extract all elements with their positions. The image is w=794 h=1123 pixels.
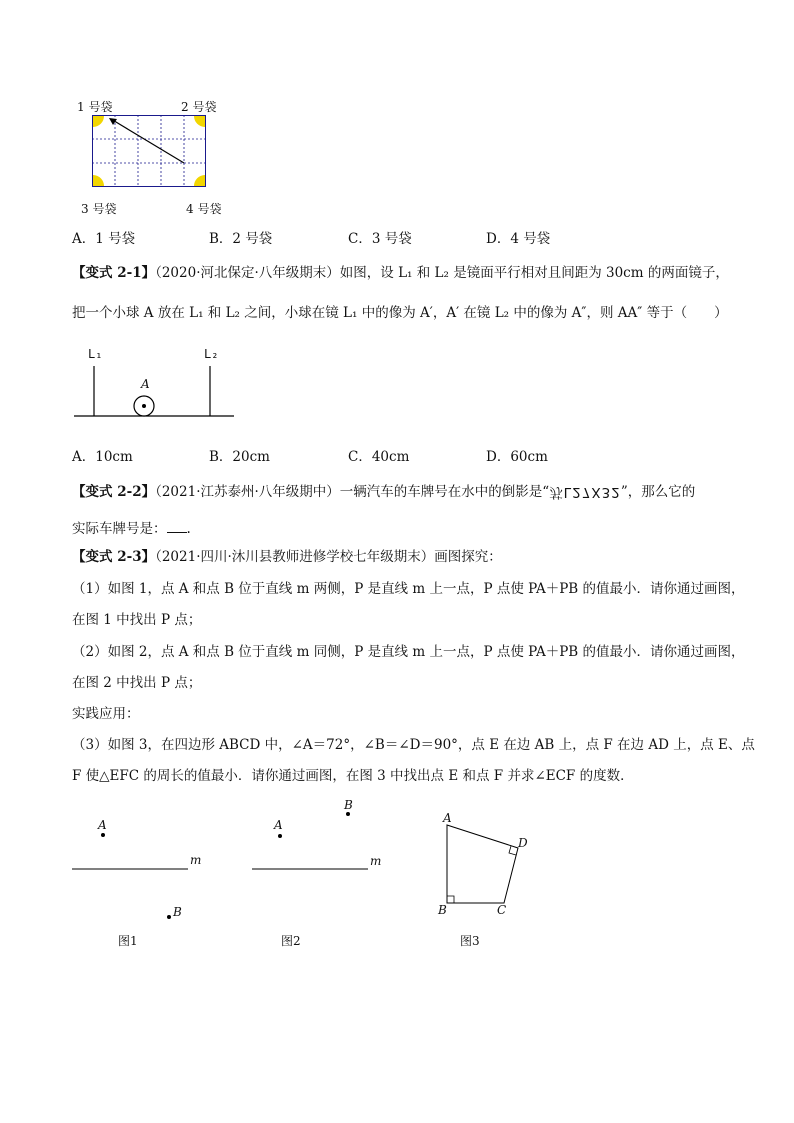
fig1-label-a: A <box>98 818 107 832</box>
mirror-l1-label: L₁ <box>88 347 103 361</box>
q4-line7: F 使△EFC 的周长的值最小．请你通过画图，在图 3 中找出点 E 和点 F 并求∠ECF 的度数． <box>72 768 634 784</box>
pocket-1 <box>93 116 104 127</box>
q1-option-a: A．1 号袋 <box>72 231 136 247</box>
fig2-label-m: m <box>370 854 382 868</box>
q2-line1 <box>72 264 729 282</box>
quadrilateral-abcd <box>447 825 518 903</box>
q3-text-4: . <box>186 521 191 537</box>
figure-2 <box>250 800 380 880</box>
fig1-point-a <box>101 833 105 837</box>
q2-option-b: B．20cm <box>209 449 270 465</box>
q2-text-1: （2020·河北保定·八年级期末）如图，设 L₁ 和 L₂ 是镜面平行相对且间距为 30cm 的两面镜子， <box>155 265 729 281</box>
q1-option-c: C．3 号袋 <box>348 231 412 247</box>
q4-line4: 在图 2 中找出 P 点； <box>72 675 202 691</box>
fig2-label-a: A <box>274 818 283 832</box>
mirror-l2-label: L₂ <box>204 347 219 361</box>
q2-option-a: A．10cm <box>72 449 133 465</box>
pool-table-border <box>93 116 206 187</box>
fig1-point-b <box>167 915 171 919</box>
pool-table-figure <box>92 115 208 189</box>
q1-option-d: D．4 号袋 <box>486 231 551 247</box>
q2-tag: 【变式 2-1】 <box>72 265 156 281</box>
plate-reflection: 苏L27X32 <box>549 484 621 500</box>
q4-line3: （2）如图 2，点 A 和点 B 位于直线 m 同侧，P 是直线 m 上一点，P 点使 PA＋PB 的值最小．请你通过画图， <box>72 644 745 660</box>
right-angle-b <box>447 896 454 903</box>
pocket-3-label: 3 号袋 <box>81 202 117 216</box>
ball-a-label: A <box>141 377 150 391</box>
q4-line2: 在图 1 中找出 P 点； <box>72 612 202 628</box>
q3-text-3: 实际车牌号是： <box>72 521 167 537</box>
fig2-point-b <box>346 812 350 816</box>
q4-tag: 【变式 2-3】 <box>72 549 156 565</box>
fig3-label-a: A <box>443 811 452 825</box>
q2-option-d: D．60cm <box>486 449 548 465</box>
answer-blank <box>167 519 187 533</box>
q4-line5: 实践应用： <box>72 706 140 722</box>
q4-line1: （1）如图 1，点 A 和点 B 位于直线 m 两侧，P 是直线 m 上一点，P 点使 PA＋PB 的值最小．请你通过画图， <box>72 581 745 597</box>
ball-a-center <box>142 404 146 408</box>
q2-option-c: C．40cm <box>348 449 410 465</box>
pocket-3 <box>93 175 104 186</box>
figure-3 <box>440 815 530 910</box>
q3-tag: 【变式 2-2】 <box>72 484 156 500</box>
q4-text-0: （2021·四川·沐川县教师进修学校七年级期末）画图探究： <box>155 549 502 565</box>
fig3-label-c: C <box>497 903 507 917</box>
q1-option-b: B．2 号袋 <box>209 231 273 247</box>
fig3-label-d: D <box>518 836 528 850</box>
fig1-label-b: B <box>173 905 182 919</box>
pocket-2 <box>194 116 205 127</box>
fig2-caption: 图2 <box>281 934 301 948</box>
ball-path-arrow <box>111 119 184 163</box>
pocket-1-label: 1 号袋 <box>77 100 113 114</box>
fig2-label-b: B <box>344 798 353 812</box>
pocket-4-label: 4 号袋 <box>186 202 222 216</box>
fig1-label-m: m <box>190 853 202 867</box>
fig3-label-b: B <box>438 903 447 917</box>
q3-line2 <box>72 519 191 538</box>
pocket-2-label: 2 号袋 <box>181 100 217 114</box>
fig1-caption: 图1 <box>118 934 138 948</box>
fig3-caption: 图3 <box>460 934 480 948</box>
q3-line1 <box>72 483 695 501</box>
q4-line6: （3）如图 3，在四边形 ABCD 中，∠A＝72°，∠B＝∠D＝90°，点 E 在边 AB 上，点 F 在边 AD 上，点 E、点 <box>72 737 755 753</box>
q4-line0 <box>72 548 502 566</box>
q3-text-1: （2021·江苏泰州·八年级期中）一辆汽车的车牌号在水中的倒影是“ <box>155 484 550 500</box>
q3-text-2: ”，那么它的 <box>620 484 696 500</box>
pool-table-grid <box>92 115 206 187</box>
q2-line2: 把一个小球 A 放在 L₁ 和 L₂ 之间，小球在镜 L₁ 中的像为 A′，A′ 在镜 L₂ 中的像为 A″，则 AA″ 等于（ ） <box>72 305 728 321</box>
fig2-point-a <box>278 834 282 838</box>
pocket-4 <box>194 175 205 186</box>
